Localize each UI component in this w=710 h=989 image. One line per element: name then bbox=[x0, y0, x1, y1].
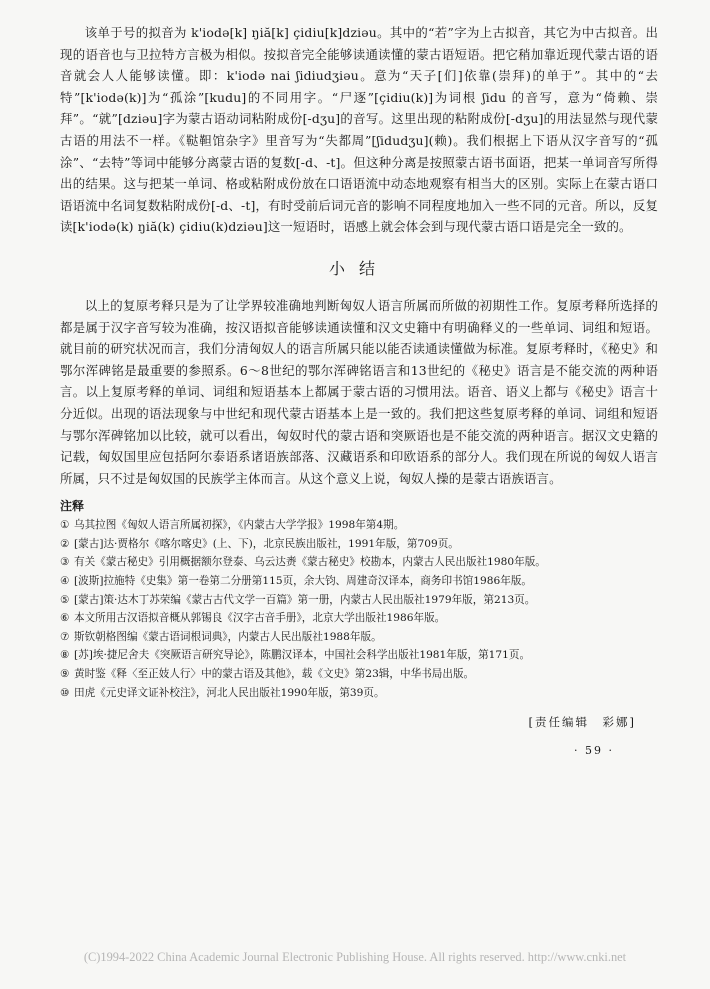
footnote bbox=[60, 665, 658, 684]
footnote-number: ⑨ bbox=[60, 668, 70, 681]
editor-credit: [责任编辑 彩娜] bbox=[528, 715, 636, 730]
footnote bbox=[60, 572, 658, 591]
footnote bbox=[60, 609, 658, 628]
footnote-text: [波斯]拉施特《史集》第一卷第二分册第115页，余大钧、周建奇汉译本，商务印书馆1986年版。 bbox=[74, 575, 533, 588]
footnote-text: 乌其拉图《匈奴人语言所属初探》，《内蒙古大学学报》1998年第4期。 bbox=[74, 519, 405, 532]
article-page bbox=[60, 22, 658, 757]
footnote-text: 黄时鉴《释〈至正妓人行〉中的蒙古语及其他》，载《文史》第23辑，中华书局出版。 bbox=[74, 668, 475, 681]
footnote bbox=[60, 646, 658, 665]
footnote-number: ② bbox=[60, 537, 70, 550]
footnote-number: ① bbox=[60, 519, 70, 532]
footnote-text: [蒙古]策·达木丁苏荣编《蒙古古代文学一百篇》第一册，内蒙古人民出版社1979年版，第213页。 bbox=[74, 593, 536, 606]
footnote-number: ⑧ bbox=[60, 649, 70, 662]
footnote-number: ⑩ bbox=[60, 686, 70, 699]
footnote-text: 有关《蒙古秘史》引用概据额尔登泰、乌云达赉《蒙古秘史》校勘本，内蒙古人民出版社1980年版。 bbox=[74, 556, 546, 569]
footnote bbox=[60, 684, 658, 703]
copyright-watermark: (C)1994-2022 China Academic Journal Electronic Publishing House. All rights reserved. http://www.cnki.net bbox=[83, 950, 627, 964]
footnote bbox=[60, 553, 658, 572]
notes-list bbox=[60, 516, 658, 702]
footnote-text: 本文所用古汉语拟音概从郭锡良《汉字古音手册》，北京大学出版社1986年版。 bbox=[74, 612, 446, 625]
summary-paragraph: 以上的复原考释只是为了让学界较准确地判断匈奴人语言所属而所做的初期性工作。复原考释所选择的都是属于汉字音写较为准确，按汉语拟音能够读通读懂和汉文史籍中有明确释义的一些单词、词组和短语。就目前的研究状况而言，我们分清匈奴人的语言所属只能以能否读通读懂做为标准。复原考释时，《秘史》和鄂尔浑碑铭是最重要的参照系。6～8世纪的鄂尔浑碑铭语言和13世纪的《秘史》语言是不能交流的两种语言。以上复原考释的单词、词组和短语基本上都属于蒙古语的习惯用法。语音、语义上都与《秘史》语言十分近似。出现的语法现象与中世纪和现代蒙古语基本上是一致的。我们把这些复原考释的单词、词组和短语与鄂尔浑碑铭加以比较，就可以看出，匈奴时代的蒙古语和突厥语也是不能交流的两种语言。据汉文史籍的记载，匈奴国里应包括阿尔泰语系诸语族部落、汉藏语系和印欧语系的部分人。我们现在所说的匈奴人语言所属，只不过是匈奴国的民族学主体而言。从这个意义上说，匈奴人操的是蒙古语族语言。 bbox=[60, 297, 658, 486]
notes-heading: 注释 bbox=[60, 499, 85, 514]
footnote-text: [蒙古]达·贾格尔《喀尔喀史》(上、下)，北京民族出版社，1991年版，第709页。 bbox=[74, 537, 459, 550]
section-title: 小结 bbox=[328, 258, 389, 278]
footnote-number: ⑦ bbox=[60, 630, 70, 643]
body-paragraph: 该单于号的拟音为 k'iodə[k] ŋiă[k] çidiu[k]dziəu。其中的“若”字为上古拟音，其它为中古拟音。出现的语音也与卫拉特方言极为相似。按拟音完全能够读通读懂的蒙古语短语。把它稍加靠近现代蒙古语的语音就会人人能够读懂。即：k'iodə nai ʃidiudʒiəu。意为“天子[们]依靠(崇拜)的单于”。其中的“去特”[k'iodə(k)]为“孤涂”[kudu]的不同用字。“尸逐”[çidiu(k)]为词根 ʃidu 的音写，意为“倚赖、崇拜”。“就”[dziəu]字为蒙古语动词粘附成份[-dʒu]的音写。这里出现的粘附成份[-dʒu]的用法显然与现代蒙古语的用法不一样。《鞑靼馆杂字》里音写为“失都周”[ʃidudʒu](赖)。我们根据上下语从汉字音写的“孤涂”、“去特”等词中能够分离蒙古语的复数[-d、-t]。但这种分离是按照蒙古语书面语，把某一单词音写所得出的结果。这与把某一单词、格或粘附成份放在口语语流中动态地观察有相当大的区别。实际上在蒙古语口语语流中名词复数粘附成份[-d、-t]，有时受前后词元音的影响不同程度地加入一些不同的元音。所以，反复读[k'iodə(k) ŋiă(k) çidiu(k)dziəu]这一短语时，语感上就会体会到与现代蒙古语口语是完全一致的。 bbox=[60, 25, 658, 235]
footnote bbox=[60, 628, 658, 647]
footnote-text: [苏]埃·捷尼舍夫《突厥语言研究导论》，陈鹏汉译本，中国社会科学出版社1981年版，第171页。 bbox=[74, 649, 531, 662]
page-number: · 59 · bbox=[574, 744, 614, 758]
footnote-number: ⑤ bbox=[60, 593, 70, 606]
footnote-number: ④ bbox=[60, 575, 70, 588]
footnote-number: ③ bbox=[60, 556, 70, 569]
footnote-number: ⑥ bbox=[60, 612, 70, 625]
footnote bbox=[60, 516, 658, 535]
footnote-text: 田虎《元史译文证补校注》，河北人民出版社1990年版，第39页。 bbox=[74, 686, 385, 699]
footnote bbox=[60, 591, 658, 610]
footnote-text: 斯钦朝格图编《蒙古语词根词典》，内蒙古人民出版社1988年版。 bbox=[74, 630, 382, 643]
footnote bbox=[60, 535, 658, 554]
